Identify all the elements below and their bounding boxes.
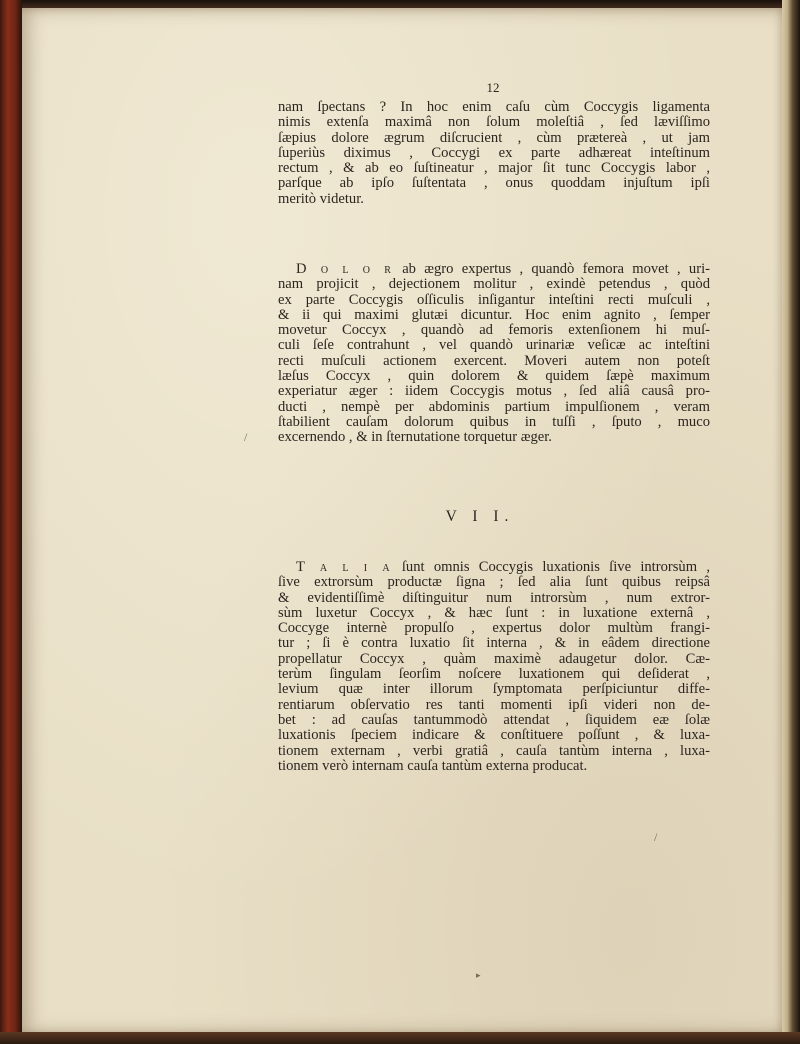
text-line: Coccyge internè propulſo , expertus dolor multùm frangi- — [278, 620, 710, 637]
text-line: nam ſpectans ? In hoc enim caſu cùm Coccygis ligamenta — [278, 99, 710, 115]
page-edge-right — [782, 0, 800, 1044]
text-line: luxationis ſpeciem indicare & conſtituere poſſunt , & luxa- — [278, 727, 710, 744]
book-spine-binding — [0, 0, 22, 1044]
text-line — [278, 560, 710, 575]
text-line: meritò videtur. — [278, 190, 364, 207]
text-line: & evidentiſſimè diſtinguitur num introrsùm , num extror- — [278, 589, 710, 606]
stray-mark: ▸ — [476, 970, 481, 980]
text-line: parſque ab ipſo ſuſtentata , onus quoddam injuſtum ipſi — [278, 175, 710, 192]
text-line: ſuperiùs diximus , Coccygi ex parte adhæreat inteſtinum — [278, 144, 710, 161]
text-line: levium quæ inter illorum ſymptomata perſpiciuntur diffe- — [278, 681, 710, 698]
text-line-rest: ab ægro expertus , quandò femora movet , uri- — [393, 261, 710, 277]
paragraph-1 — [278, 100, 710, 207]
text-line-rest: ſunt omnis Coccygis luxationis ſive introrsùm , — [392, 559, 710, 575]
section-heading: V I I. — [445, 508, 515, 525]
text-line: recti muſculi actionem exercent. Moveri autem non poteſt — [278, 352, 710, 369]
drop-word: T a l i a — [296, 559, 393, 575]
text-line: tionem externam , verbi gratiâ , cauſa tantùm interna , luxa- — [278, 742, 710, 759]
text-line: movetur Coccyx , quandò ad femoris extenſionem hi muſ- — [278, 322, 710, 339]
text-line: ducti , nempè per abdominis partium impulſionem , veram — [278, 398, 710, 415]
page-number: 12 — [486, 80, 500, 95]
text-line: ſive extrorsùm productæ ſigna ; ſed alia ſunt quibus reipsâ — [278, 574, 710, 591]
text-line: propellatur Coccyx , quàm maximè adaugetur dolor. Cæ- — [278, 650, 710, 667]
paragraph-3 — [278, 560, 710, 774]
text-line: experiatur æger : iidem Coccygis motus , ſed aliâ causâ pro- — [278, 383, 710, 400]
drop-word: D o l o r — [296, 261, 394, 277]
bottom-edge — [0, 1032, 800, 1044]
text-line: læſus Coccyx , quin dolorem & quidem ſæpè maximum — [278, 368, 710, 385]
text-line: ſæpius dolore ægrum diſcrucient , cùm prætereà , ut jam — [278, 129, 710, 146]
stray-mark: / — [654, 830, 658, 844]
stray-mark: / — [244, 430, 248, 444]
text-line: nimis extenſa maximâ non ſolum moleſtiâ , ſed læviſſimo — [278, 114, 710, 131]
text-line: tur ; ſi è contra luxatio ſit interna , & in eâdem directione — [278, 635, 710, 652]
text-line: & ii qui maximi glutæi dicuntur. Hoc enim agnito , ſemper — [278, 306, 710, 323]
text-line: rectum , & ab eo ſuſtineatur , major ſit tunc Coccygis labor , — [278, 160, 710, 177]
text-line — [278, 262, 710, 277]
text-line: excernendo , & in ſternutatione torquetur æger. — [278, 429, 552, 446]
text-line: rentiarum obſervatio res tanti momenti ipſi videri non de- — [278, 696, 710, 713]
text-line: sùm luxetur Coccyx , & hæc ſunt : in luxatione externâ , — [278, 604, 710, 621]
text-line: bet : ad cauſas tantummodò attendat , ſiquidem eæ ſolæ — [278, 711, 710, 728]
text-line: nam projicit , dejectionem molitur , exindè petendus , quòd — [278, 276, 710, 293]
text-line: tionem verò internam cauſa tantùm externa producat. — [278, 757, 588, 774]
text-line: ſtabilient cauſam dolorum quibus in tuſſi , ſputo , muco — [278, 413, 710, 430]
text-line: culi ſeſe contrahunt , vel quandò urinariæ veſicæ ac inteſtini — [278, 337, 710, 354]
text-line: ex parte Coccygis oſſiculis inſigantur inteſtini recti muſculi , — [278, 291, 710, 308]
text-line: terùm ſingulam ſeorſim noſcere luxationem qui deſiderat , — [278, 666, 710, 683]
paragraph-2 — [278, 262, 710, 446]
